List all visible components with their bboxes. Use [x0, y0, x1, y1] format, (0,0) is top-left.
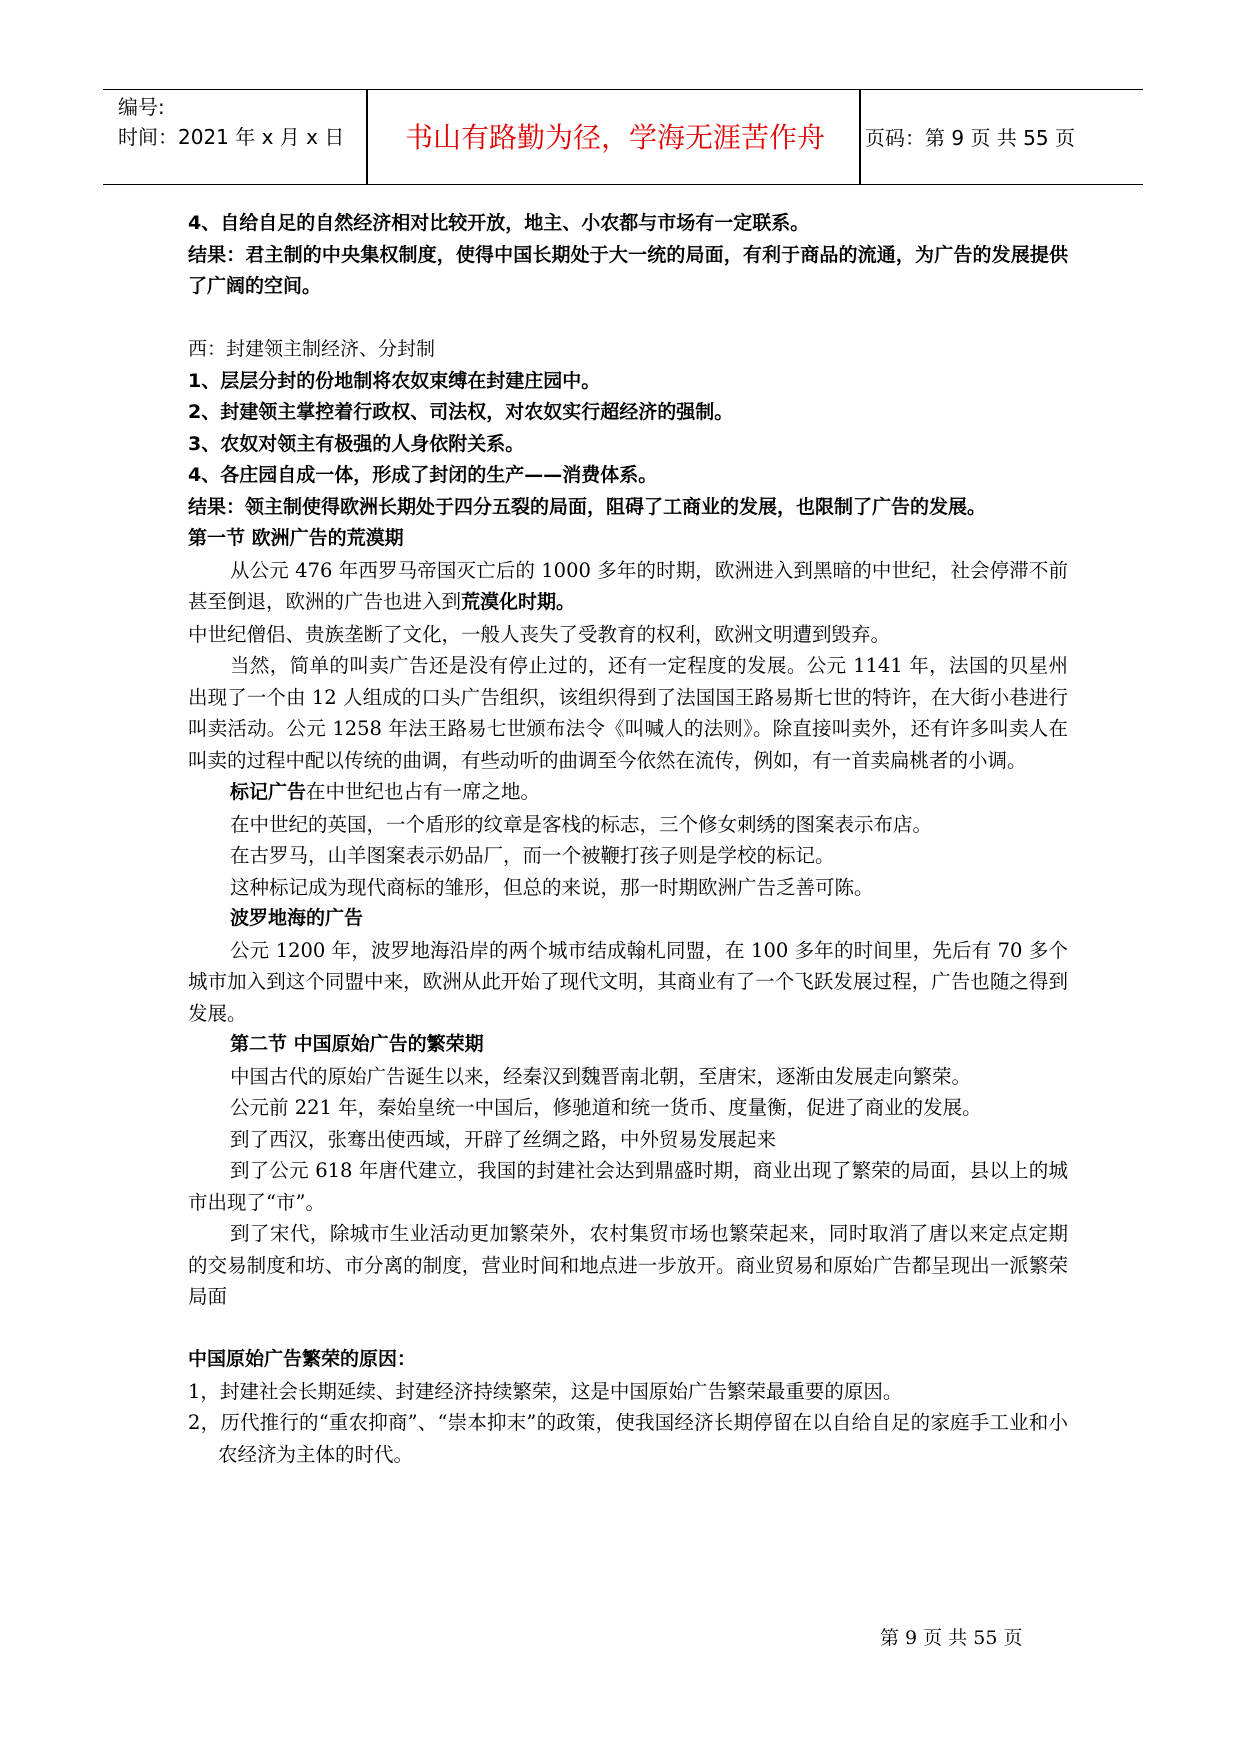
paragraph: 当然，简单的叫卖广告还是没有停止过的，还有一定程度的发展。公元 1141 年，法国的贝星州出现了一个由 12 人组成的口头广告组织，该组织得到了法国国王路易斯七世的特许，在大街小巷进行叫卖活动。公元 1258 年法王路易七世颁布法令《叫喊人的法则》。除直接叫卖外，还有许多叫卖人在叫卖的过程中配以传统的曲调，有些动听的曲调至今依然在流传，例如，有一首卖扁桃者的小调。	[188, 654, 1068, 772]
header-page-number: 页码：第 9 页 共 55 页	[865, 126, 1075, 150]
paragraph: 结果：领主制使得欧洲长期处于四分五裂的局面，阻碍了工商业的发展，也限制了广告的发展。	[188, 495, 987, 518]
paragraph: 到了宋代，除城市生业活动更加繁荣外，农村集贸市场也繁荣起来，同时取消了唐以来定点定期的交易制度和坊、市分离的制度，营业时间和地点进一步放开。商业贸易和原始广告都呈现出一派繁荣局面	[188, 1222, 1068, 1308]
page-footer: 第 9 页 共 55 页	[880, 1627, 1023, 1649]
paragraph: 在中世纪的英国，一个盾形的纹章是客栈的标志，三个修女刺绣的图案表示布店。	[230, 812, 933, 836]
page-header	[103, 89, 1143, 185]
paragraph: 到了公元 618 年唐代建立，我国的封建社会达到鼎盛时期，商业出现了繁荣的局面，县以上的城市出现了“市”。	[188, 1159, 1068, 1214]
header-divider-left	[366, 90, 368, 184]
subsection-heading: 波罗地海的广告	[230, 907, 364, 929]
paragraph: 结果：君主制的中央集权制度，使得中国长期处于大一统的局面，有利于商品的流通，为广告的发展提供了广阔的空间。	[188, 243, 1068, 297]
list-item: 2，历代推行的“重农抑商”、“崇本抑末”的政策，使我国经济长期停留在以自给自足的家庭手工业和小农经济为主体的时代。	[188, 1411, 1068, 1466]
header-motto: 书山有路勤为径，学海无涯苦作舟	[404, 121, 825, 154]
list-item: 1、层层分封的份地制将农奴束缚在封建庄园中。	[188, 369, 601, 392]
paragraph	[188, 555, 1068, 619]
section-heading: 第一节 欧洲广告的荒漠期	[188, 527, 404, 549]
text-run: 从公元 476 年西罗马帝国灭亡后的 1000 多年的时期，欧洲进入到黑暗的中世纪，社会停滞不前甚至倒退，欧洲的广告也进入到	[188, 558, 1068, 613]
paragraph: 4、自给自足的自然经济相对比较开放，地主、小农都与市场有一定联系。	[188, 212, 810, 234]
list-item: 4、各庄园自成一体，形成了封闭的生产——消费体系。	[188, 464, 658, 486]
header-info	[118, 92, 344, 152]
list-item: 2、封建领主掌控着行政权、司法权，对农奴实行超经济的强制。	[188, 401, 734, 423]
serial-label: 编号:	[118, 95, 165, 119]
section-heading: 第二节 中国原始广告的繁荣期	[230, 1033, 484, 1055]
section-heading: 中国原始广告繁荣的原因：	[188, 1348, 417, 1370]
paragraph: 这种标记成为现代商标的雏形，但总的来说，那一时期欧洲广告乏善可陈。	[230, 875, 874, 899]
list-item: 3、农奴对领主有极强的人身依附关系。	[188, 432, 525, 455]
paragraph: 中世纪僧侣、贵族垄断了文化，一般人丧失了受教育的权利，欧洲文明遭到毁弃。	[188, 622, 891, 646]
text-run: 在中世纪也占有一席之地。	[306, 780, 541, 803]
paragraph: 在古罗马，山羊图案表示奶品厂，而一个被鞭打孩子则是学校的标记。	[230, 844, 835, 867]
paragraph: 公元前 221 年，秦始皇统一中国后，修驰道和统一货币、度量衡，促进了商业的发展。	[230, 1096, 982, 1119]
list-item: 1，封建社会长期延续、封建经济持续繁荣，这是中国原始广告繁荣最重要的原因。	[188, 1379, 903, 1403]
header-divider-right	[859, 90, 861, 184]
paragraph: 中国古代的原始广告诞生以来，经秦汉到魏晋南北朝，至唐宋，逐渐由发展走向繁荣。	[230, 1064, 972, 1088]
paragraph	[188, 776, 1068, 809]
date-label: 时间：2021 年 x 月 x 日	[118, 125, 345, 149]
document-body	[188, 208, 1068, 1470]
emphasis-text: 标记广告	[230, 781, 307, 803]
paragraph: 到了西汉，张骞出使西域，开辟了丝绸之路，中外贸易发展起来	[230, 1127, 777, 1151]
emphasis-text: 荒漠化时期。	[461, 591, 576, 613]
paragraph: 公元 1200 年，波罗地海沿岸的两个城市结成翰札同盟，在 100 多年的时间里，先后有 70 多个城市加入到这个同盟中来，欧洲从此开始了现代文明，其商业有了一个飞跃发展过程，广告也随之得到发展。	[188, 938, 1068, 1025]
section-heading: 西：封建领主制经济、分封制	[188, 338, 436, 360]
